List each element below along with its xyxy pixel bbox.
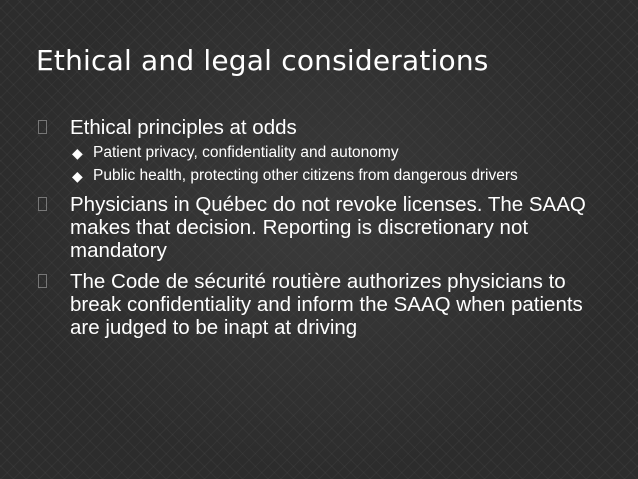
bullet-physicians-quebec <box>38 193 618 262</box>
sub-bullet-text: Patient privacy, confidentiality and autonomy <box>93 144 399 161</box>
bullet-ethical-principles <box>38 116 618 185</box>
bullet-text: Ethical principles at odds <box>70 116 297 139</box>
bullet-marker-icon <box>38 197 47 211</box>
bullet-text: Physicians in Québec do not revoke licenses. The SAAQ makes that decision. Reporting is discretionary not mandatory <box>70 193 586 262</box>
slide-title: Ethical and legal considerations <box>36 44 489 77</box>
sub-bullet-patient-privacy <box>72 143 618 162</box>
diamond-bullet-icon: ◆ <box>72 168 83 184</box>
bullet-marker-icon <box>38 274 47 288</box>
bullet-code-securite-routiere <box>38 270 618 339</box>
sub-bullet-list <box>72 143 618 185</box>
bullet-text: The Code de sécurité routière authorizes physicians to break confidentiality and inform the SAAQ when patients are judged to be inapt at driving <box>70 270 583 339</box>
bullet-marker-icon <box>38 120 47 134</box>
sub-bullet-text: Public health, protecting other citizens from dangerous drivers <box>93 167 518 184</box>
sub-bullet-public-health <box>72 166 618 185</box>
bullet-list <box>38 116 618 347</box>
diamond-bullet-icon: ◆ <box>72 145 83 161</box>
